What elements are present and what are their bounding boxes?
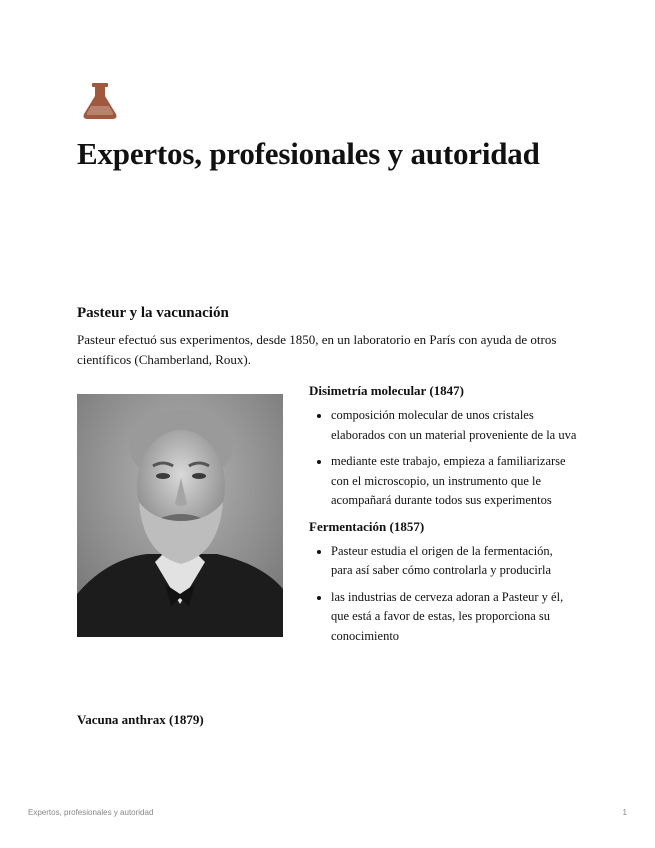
footer-title: Expertos, profesionales y autoridad <box>28 808 154 817</box>
list-item: • composición molecular de unos cristales elaborados con un material proveniente de la uva <box>331 406 577 445</box>
list-item: • mediante este trabajo, empieza a familiarizarse con el microscopio, un instrumento que le acompañará durante todos sus experimentos <box>331 452 577 511</box>
subsection-title-vacuna: Vacuna anthrax (1879) <box>77 712 204 727</box>
flask-icon <box>82 82 118 120</box>
right-column <box>309 382 577 653</box>
disimetria-list <box>309 406 577 511</box>
page-title: Expertos, profesionales y autoridad <box>77 136 540 171</box>
fermentacion-list <box>309 542 577 647</box>
list-item: • las industrias de cerveza adoran a Pasteur y él, que está a favor de estas, les proporciona su conocimiento <box>331 588 577 647</box>
section-title: Pasteur y la vacunación <box>77 305 229 321</box>
page-number: 1 <box>622 808 627 817</box>
list-item: • Pasteur estudia el origen de la fermentación, para así saber cómo controlarla y producirla <box>331 542 577 581</box>
portrait-photo <box>77 394 283 637</box>
subsection-title-disimetria: Disimetría molecular (1847) <box>309 383 464 398</box>
intro-paragraph: Pasteur efectuó sus experimentos, desde 1850, en un laboratorio en París con ayuda de otros científicos (Chamberland, Roux). <box>77 332 557 367</box>
subsection-title-fermentacion: Fermentación (1857) <box>309 518 425 534</box>
